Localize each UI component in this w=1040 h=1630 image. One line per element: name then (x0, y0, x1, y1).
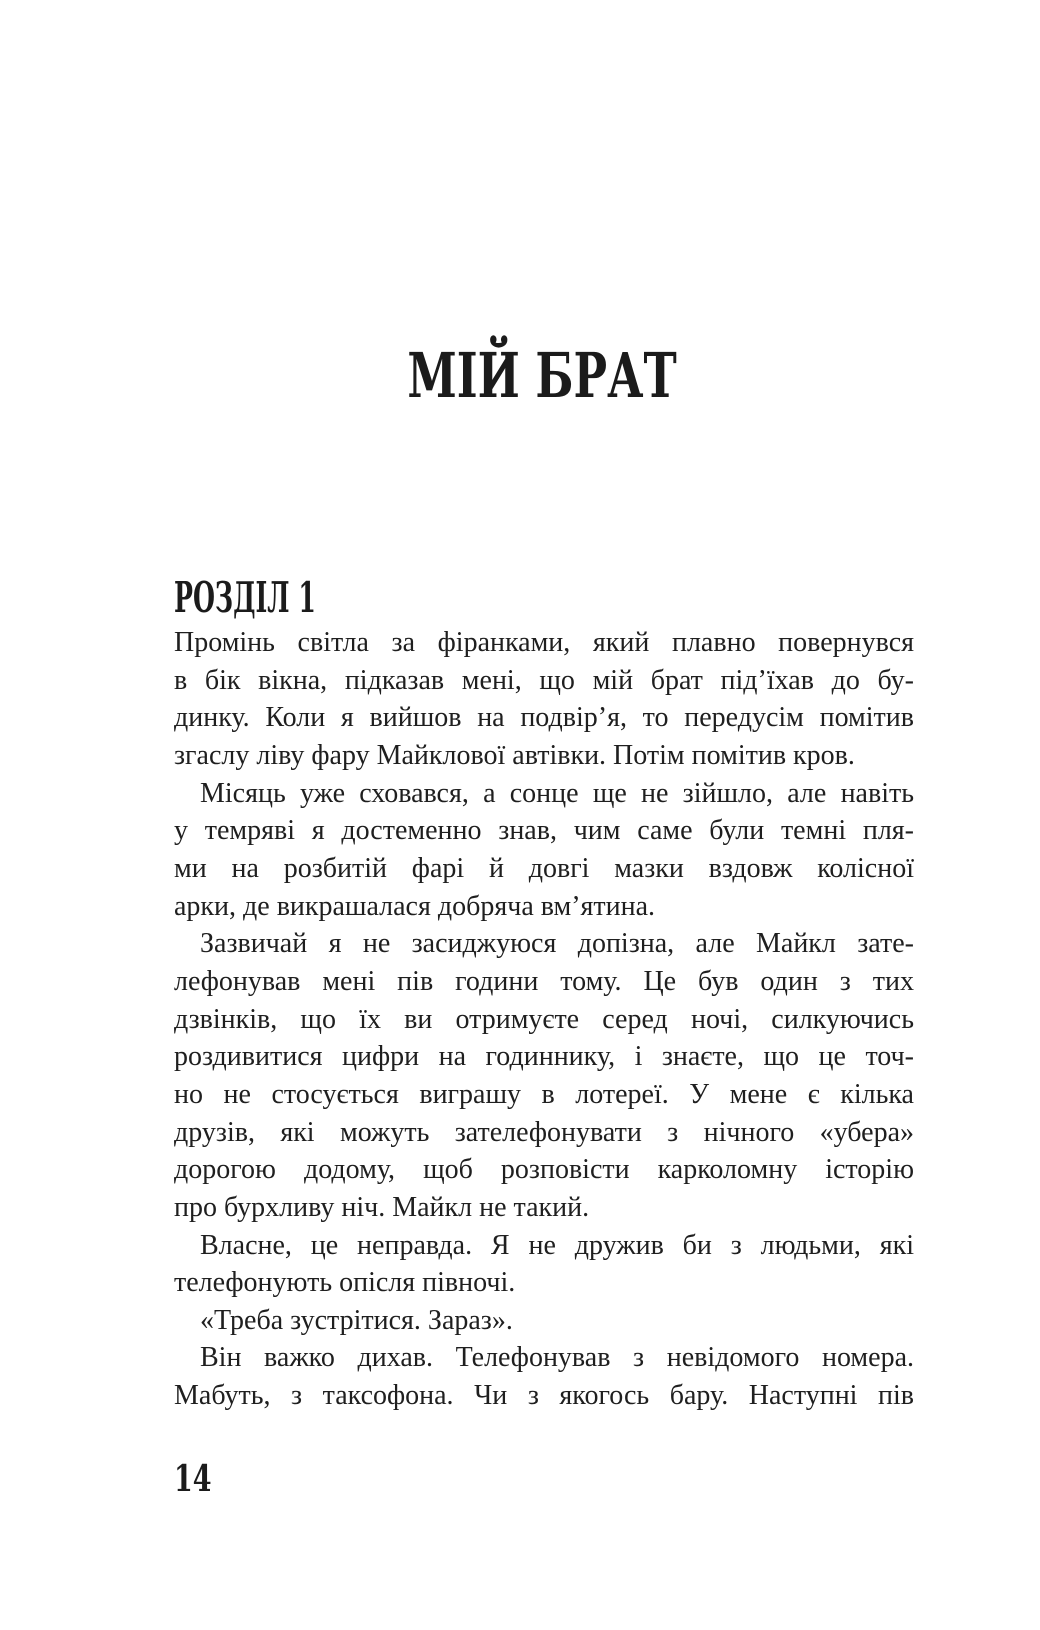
page-number-text: 14 (174, 1458, 212, 1500)
text-line: арки, де викрашалася добряча вм’ятина. (174, 890, 656, 922)
section-heading (174, 574, 914, 622)
text-line: лефонував мені пів години тому. Це був один з тих (174, 965, 914, 997)
section-heading-text: РОЗДІЛ 1 (174, 573, 316, 622)
text-line: Промінь світла за фіранками, який плавно повернувся (174, 627, 914, 658)
text-line: ми на розбитій фарі й довгі мазки вздовж колісної (174, 852, 914, 884)
text-line: згаслу ліву фару Майклової автівки. Потім помітив кров. (174, 739, 855, 771)
text-line: Мабуть, з таксофона. Чи з якогось бару. Наступні пів (174, 1380, 914, 1412)
text-line: динку. Коли я вийшов на подвір’я, то передусім помітив (174, 702, 914, 734)
text-line: но не стосується виграшу в лотереї. У мене є кілька (174, 1078, 914, 1110)
text-line: у темряві я достеменно знав, чим саме були темні пля- (174, 815, 914, 847)
text-line: телефонують опісля півночі. (174, 1267, 516, 1299)
text-line: в бік вікна, підказав мені, що мій брат під’їхав до бу- (174, 664, 914, 696)
text-line: Зазвичай я не засиджуюся допізна, але Майкл зате- (200, 928, 914, 960)
text-line: дорогою додому, щоб розповісти карколомну історію (174, 1154, 914, 1186)
page-number (174, 1459, 224, 1499)
text-line: «Треба зустрітися. Зараз». (200, 1304, 513, 1336)
text-line: Він важко дихав. Телефонував з невідомого номера. (200, 1342, 914, 1374)
chapter-title-text: МІЙ БРАТ (407, 339, 677, 412)
text-line: друзів, які можуть зателефонувати з нічного «убера» (174, 1116, 914, 1148)
chapter-title (172, 341, 912, 411)
text-line: Власне, це неправда. Я не дружив би з людьми, які (200, 1229, 914, 1261)
text-line: роздивитися цифри на годиннику, і знаєте, що це точ- (174, 1041, 914, 1073)
body-text (174, 624, 914, 1415)
text-line: про бурхливу ніч. Майкл не такий. (174, 1191, 590, 1223)
text-line: Місяць уже сховався, а сонце ще не зійшло, але навіть (200, 777, 914, 809)
text-line: дзвінків, що їх ви отримуєте серед ночі, силкуючись (174, 1003, 914, 1035)
